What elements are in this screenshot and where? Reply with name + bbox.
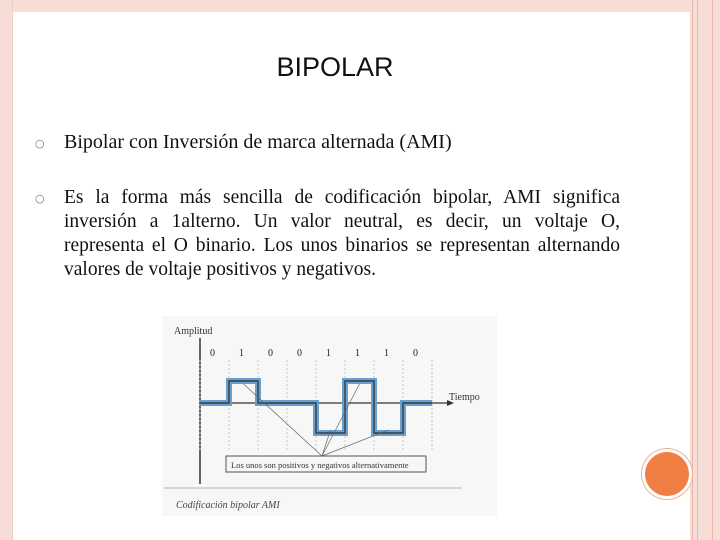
annotation-arrow: [322, 384, 360, 456]
frame-line: [697, 0, 698, 540]
slide-frame-top: [0, 0, 720, 12]
bit-label: 1: [326, 348, 331, 359]
bullet-icon: ○: [35, 137, 45, 150]
bit-label: 0: [297, 348, 302, 359]
bit-label: 0: [210, 348, 215, 359]
annotation-text: Los unos son positivos y negativos alternativamente: [231, 460, 409, 470]
annotation-arrow: [244, 384, 323, 456]
figure-caption: Codificación bipolar AMI: [176, 500, 280, 511]
slide-frame-right: [690, 0, 720, 540]
frame-line: [692, 0, 693, 540]
bit-label: 1: [355, 348, 360, 359]
bit-label: 1: [239, 348, 244, 359]
bit-label: 1: [384, 348, 389, 359]
bullet-text-2: Es la forma más sencilla de codificación bipolar, AMI significa inversión a 1alterno. Un valor neutral, es decir, un voltaje O, representa el O binario. Los unos binarios se representan alternando valores de voltaje positivos y negativos.: [64, 187, 620, 280]
bit-label: 0: [268, 348, 273, 359]
y-axis-label: Amplitud: [174, 326, 213, 337]
bullet-icon: ○: [35, 192, 45, 205]
slide-title: BIPOLAR: [276, 52, 394, 82]
decorative-circle: [642, 449, 692, 499]
slide-frame-left: [0, 0, 13, 540]
frame-line: [712, 0, 713, 540]
bit-label: 0: [413, 348, 418, 359]
ami-encoding-figure: [162, 316, 497, 516]
x-axis-label: Tiempo: [449, 392, 480, 403]
ami-diagram: [162, 316, 497, 516]
bullet-text-1: Bipolar con Inversión de marca alternada (AMI): [64, 131, 452, 153]
